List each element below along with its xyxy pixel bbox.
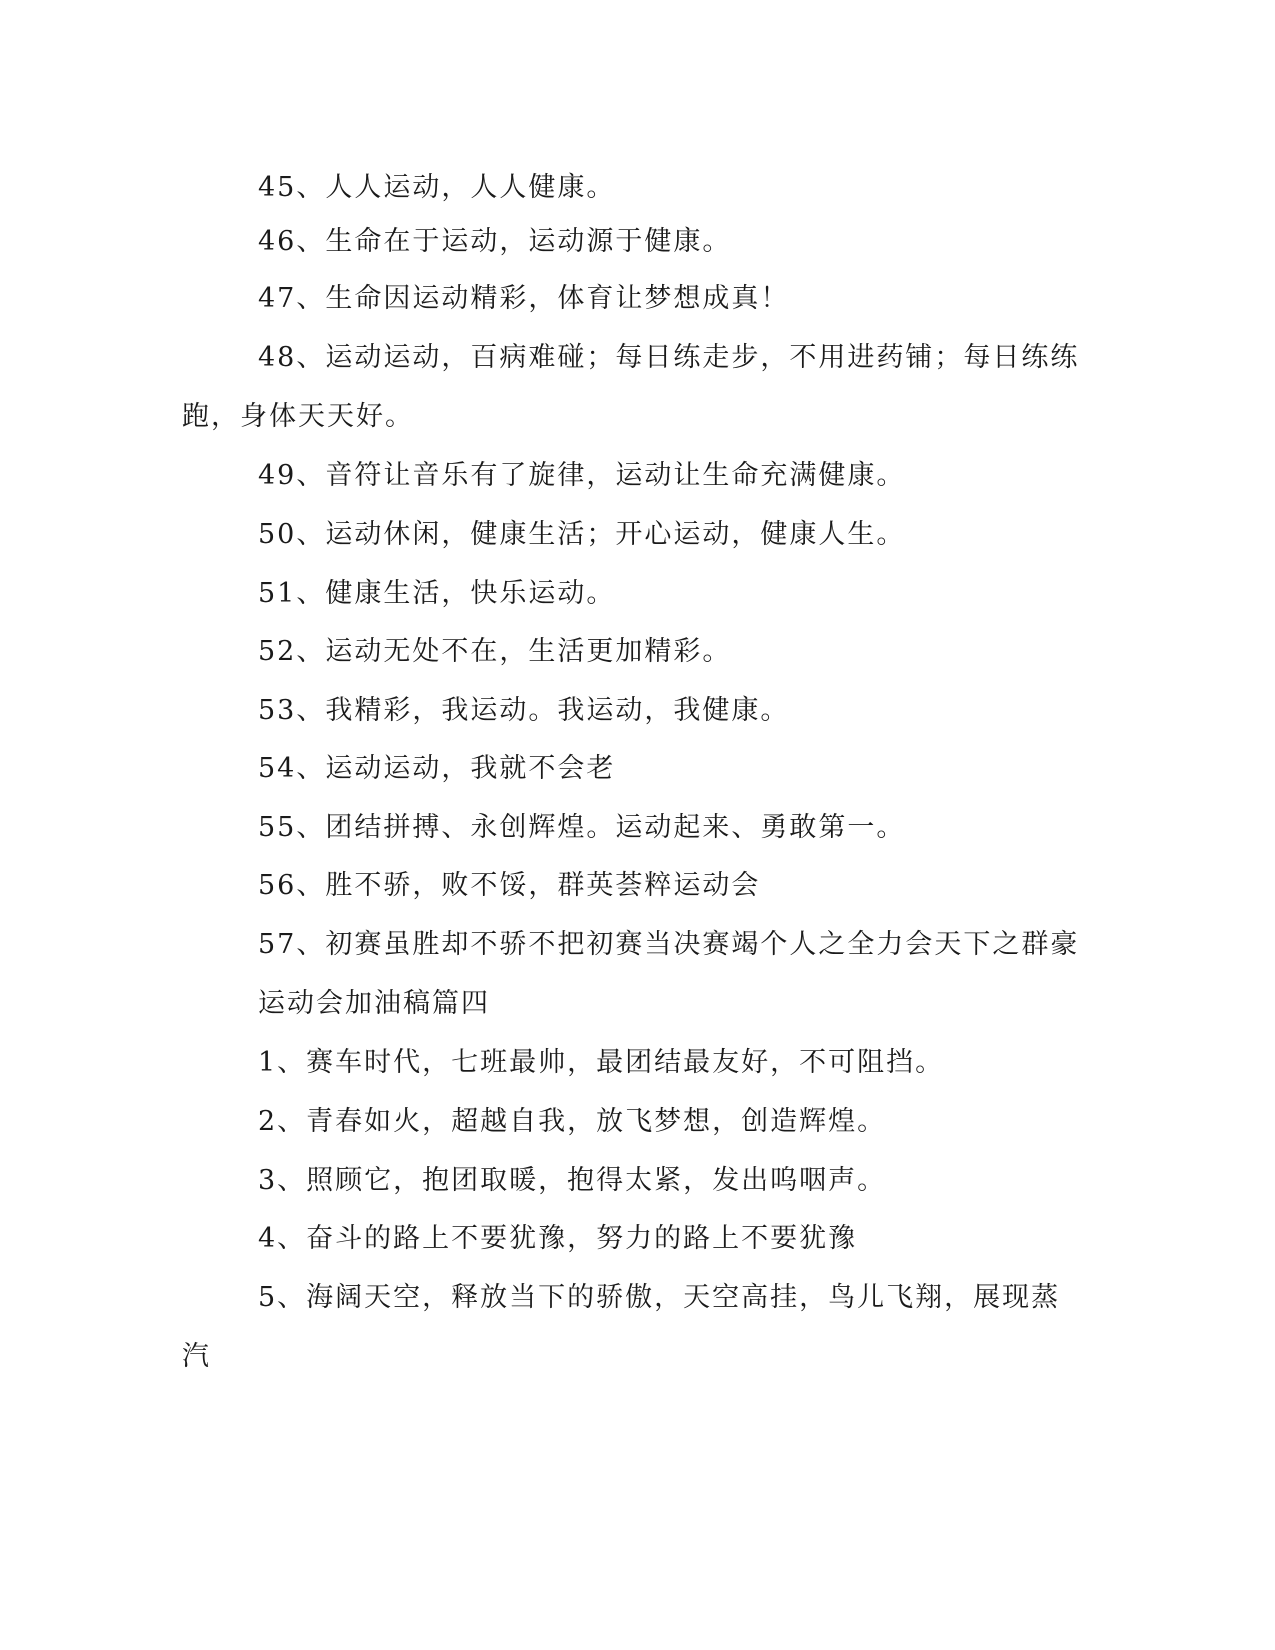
slogan-50: 50、运动休闲，健康生活；开心运动，健康人生。: [258, 519, 906, 550]
slogan-52: 52、运动无处不在，生活更加精彩。: [258, 636, 732, 667]
slogan-45: 45、人人运动，人人健康。: [258, 172, 616, 203]
slogan-48: 48、运动运动，百病难碰；每日练走步，不用进药铺；每日练练: [258, 342, 1080, 373]
slogan-55: 55、团结拼搏、永创辉煌。运动起来、勇敢第一。: [258, 812, 906, 843]
cheer-3: 3、照顾它，抱团取暖，抱得太紧，发出呜咽声。: [258, 1165, 887, 1196]
slogan-47: 47、生命因运动精彩，体育让梦想成真！: [258, 283, 790, 314]
slogan-57: 57、初赛虽胜却不骄不把初赛当决赛竭个人之全力会天下之群豪: [258, 929, 1080, 960]
slogan-54: 54、运动运动，我就不会老: [258, 753, 616, 784]
cheer-2: 2、青春如火，超越自我，放飞梦想，创造辉煌。: [258, 1106, 887, 1137]
section-heading: 运动会加油稿篇四: [258, 988, 490, 1019]
slogan-49: 49、音符让音乐有了旋律，运动让生命充满健康。: [258, 460, 906, 491]
cheer-1: 1、赛车时代，七班最帅，最团结最友好，不可阻挡。: [258, 1047, 945, 1078]
slogan-48-continued: 跑，身体天天好。: [182, 401, 414, 432]
slogan-46: 46、生命在于运动，运动源于健康。: [258, 226, 732, 257]
cheer-4: 4、奋斗的路上不要犹豫，努力的路上不要犹豫: [258, 1223, 858, 1254]
slogan-53: 53、我精彩，我运动。我运动，我健康。: [258, 695, 790, 726]
slogan-56: 56、胜不骄，败不馁，群英荟粹运动会: [258, 870, 761, 901]
slogan-51: 51、健康生活，快乐运动。: [258, 578, 616, 609]
cheer-5: 5、海阔天空，释放当下的骄傲，天空高挂，鸟儿飞翔，展现蒸: [258, 1282, 1061, 1313]
cheer-5-continued: 汽: [182, 1341, 211, 1372]
